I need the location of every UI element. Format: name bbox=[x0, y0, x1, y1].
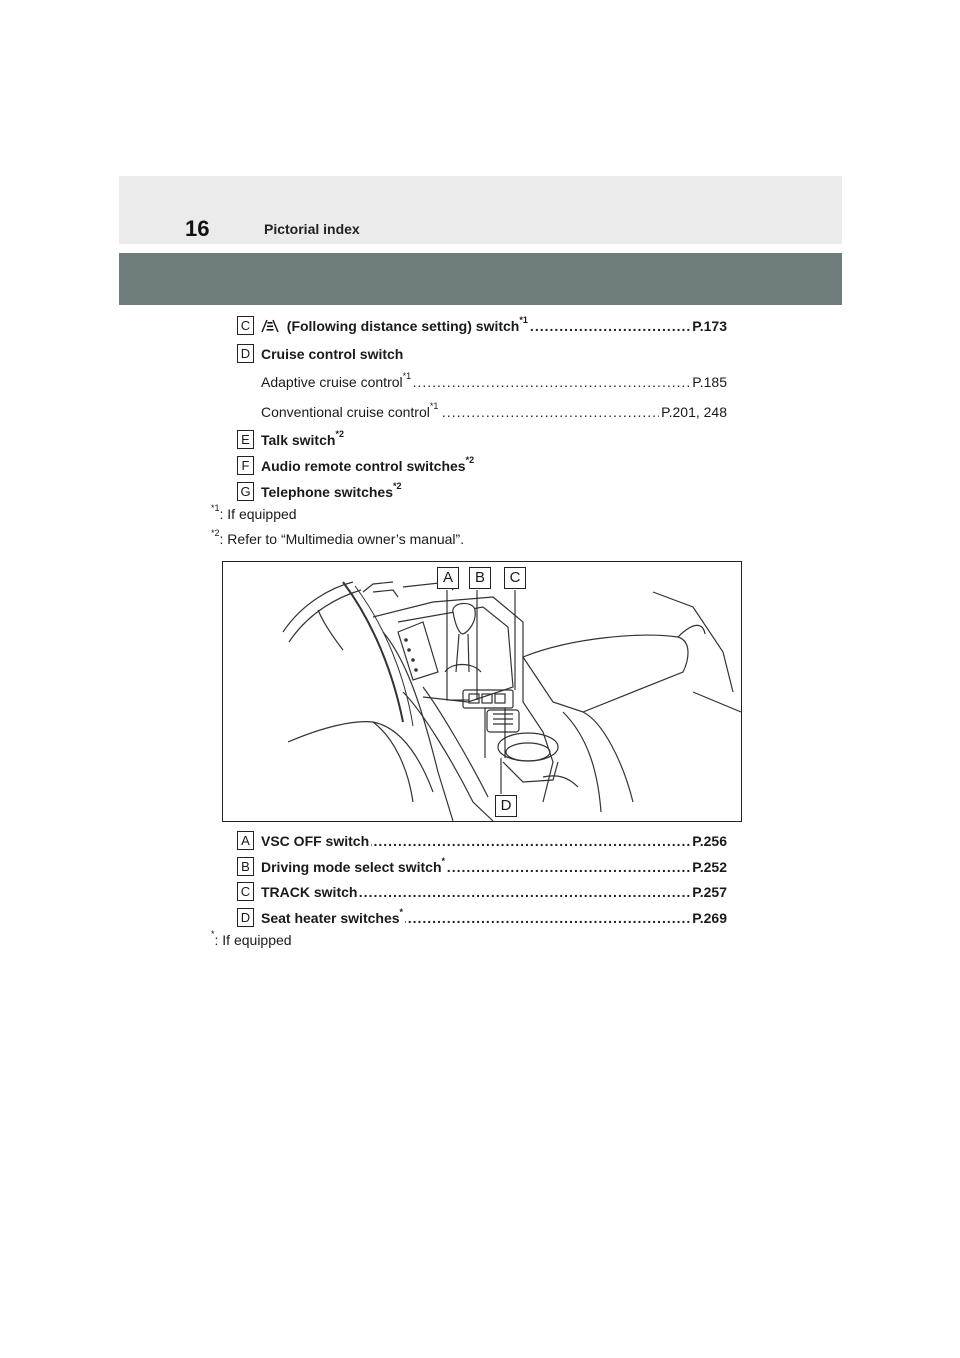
center-console-illustration bbox=[222, 561, 742, 822]
footnote-text: : If equipped bbox=[214, 932, 292, 948]
item-badge: D bbox=[237, 344, 254, 363]
footnote-mark: *1 bbox=[519, 315, 528, 326]
page-ref[interactable]: P.173 bbox=[692, 318, 727, 334]
item-badge: F bbox=[237, 456, 254, 475]
page-ref[interactable]: P.269 bbox=[692, 910, 727, 926]
footnote-mark: * bbox=[441, 856, 446, 867]
callout-c: C bbox=[504, 567, 526, 589]
console-drawing bbox=[223, 562, 741, 821]
item-badge: C bbox=[237, 882, 254, 901]
item-label-wrap bbox=[261, 856, 447, 875]
following-distance-icon bbox=[261, 319, 279, 333]
item-label: Driving mode select switch bbox=[261, 859, 442, 875]
footnote-mark: *1 bbox=[211, 503, 220, 514]
footnote-mark: *2 bbox=[465, 455, 475, 466]
footnote-text: : Refer to “Multimedia owner’s manual”. bbox=[219, 531, 465, 547]
item-badge: C bbox=[237, 316, 254, 335]
item-label-wrap bbox=[261, 884, 359, 900]
item-badge: E bbox=[237, 430, 254, 449]
page-number: 16 bbox=[185, 216, 210, 241]
footnote-bottom bbox=[211, 929, 292, 948]
page-header bbox=[119, 176, 842, 244]
footnote-mark: *2 bbox=[335, 429, 344, 440]
item-label: Adaptive cruise control bbox=[261, 374, 403, 390]
item-label: Telephone switches bbox=[261, 484, 393, 500]
page-ref[interactable]: P.256 bbox=[692, 833, 727, 849]
item-badge: A bbox=[237, 831, 254, 850]
callout-d: D bbox=[495, 795, 517, 817]
item-label-wrap bbox=[261, 429, 344, 448]
footnote-mark: *1 bbox=[402, 371, 412, 382]
item-label-wrap bbox=[261, 371, 413, 390]
footnote-mark: * bbox=[399, 907, 404, 918]
item-label: Conventional cruise control bbox=[261, 404, 430, 420]
item-label-wrap bbox=[261, 455, 475, 474]
item-label: TRACK switch bbox=[261, 884, 358, 900]
item-label-wrap bbox=[261, 907, 405, 926]
footnote-mark: * bbox=[211, 929, 215, 940]
item-label-wrap bbox=[261, 401, 440, 420]
item-badge: D bbox=[237, 908, 254, 927]
header-band bbox=[119, 253, 842, 305]
page-ref[interactable]: P.185 bbox=[692, 374, 727, 390]
page-ref[interactable]: P.257 bbox=[692, 884, 727, 900]
item-badge: G bbox=[237, 482, 254, 501]
item-label: (Following distance setting) switch bbox=[286, 318, 520, 334]
footnote-1 bbox=[211, 503, 297, 522]
callout-a: A bbox=[437, 567, 459, 589]
footnote-text: : If equipped bbox=[219, 506, 297, 522]
footnote-2 bbox=[211, 528, 465, 547]
item-label-wrap bbox=[261, 315, 530, 334]
footnote-mark: *2 bbox=[393, 481, 402, 492]
item-badge: B bbox=[237, 857, 254, 876]
item-label-wrap bbox=[261, 833, 371, 849]
item-label: Audio remote control switches bbox=[261, 458, 466, 474]
callout-b: B bbox=[469, 567, 491, 589]
page-ref[interactable]: P.201, 248 bbox=[661, 404, 727, 420]
page-ref[interactable]: P.252 bbox=[692, 859, 727, 875]
item-label: Cruise control switch bbox=[261, 346, 404, 362]
item-label: VSC OFF switch bbox=[261, 833, 370, 849]
footnote-mark: *1 bbox=[429, 401, 439, 412]
item-label: Talk switch bbox=[261, 432, 336, 448]
section-title: Pictorial index bbox=[264, 221, 360, 237]
footnote-mark: *2 bbox=[211, 528, 220, 539]
item-label-wrap bbox=[261, 481, 402, 500]
item-label: Seat heater switches bbox=[261, 910, 400, 926]
